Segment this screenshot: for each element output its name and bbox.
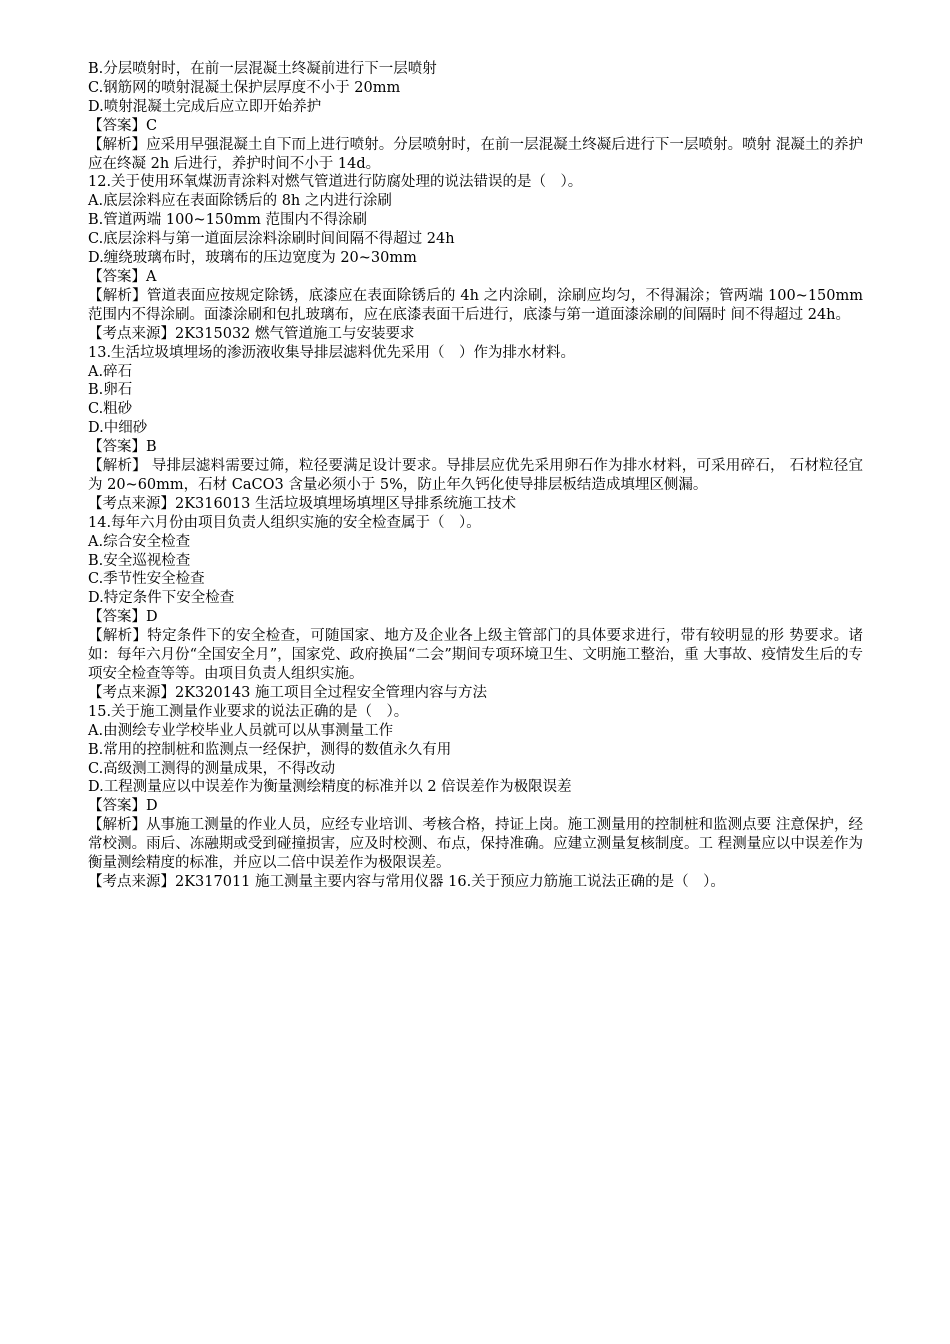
source-15-and-question-16: 【考点来源】2K317011 施工测量主要内容与常用仪器 16.关于预应力筋施工说法正确的是（ ）。 — [88, 873, 725, 890]
option-14d: D.特定条件下安全检查 — [88, 590, 235, 607]
option-15b: B.常用的控制桩和监测点一经保护，测得的数值永久有用 — [88, 741, 452, 758]
question-12: 12.关于使用环氧煤沥青涂料对燃气管道进行防腐处理的说法错误的是（ ）。 — [88, 174, 583, 191]
answer-14: 【答案】D — [88, 609, 158, 626]
option-12b: B.管道两端 100~150mm 范围内不得涂刷 — [88, 212, 367, 229]
document-page — [88, 60, 863, 892]
source-14: 【考点来源】2K320143 施工项目全过程安全管理内容与方法 — [88, 684, 488, 701]
option-12a: A.底层涂料应在表面除锈后的 8h 之内进行涂刷 — [88, 193, 392, 210]
option-12d: D.缠绕玻璃布时，玻璃布的压边宽度为 20~30mm — [88, 250, 417, 267]
option-12c: C.底层涂料与第一道面层涂料涂刷时间间隔不得超过 24h — [88, 231, 455, 248]
answer-15: 【答案】D — [88, 798, 158, 815]
option-15d: D.工程测量应以中误差作为衡量测绘精度的标准并以 2 倍误差作为极限误差 — [88, 779, 572, 796]
option-11c: C.钢筋网的喷射混凝土保护层厚度不小于 20mm — [88, 79, 401, 96]
option-13c: C.粗砂 — [88, 401, 133, 418]
option-15c: C.高级测工测得的测量成果，不得改动 — [88, 760, 336, 777]
answer-13: 【答案】B — [88, 439, 157, 456]
source-13: 【考点来源】2K316013 生活垃圾填埋场填埋区导排系统施工技术 — [88, 495, 517, 512]
analysis-15: 【解析】从事施工测量的作业人员，应经专业培训、考核合格，持证上岗。施工测量用的控制桩和监测点要 注意保护，经常校测。雨后、冻融期或受到碰撞损害，应及时校测、布点，保持准确。应建立测量复核制度。工 程测量应以中误差作为衡量测绘精度的标准，并应以二倍中误差作为极限误差。 — [88, 817, 863, 872]
analysis-11: 【解析】应采用早强混凝土自下而上进行喷射。分层喷射时，在前一层混凝土终凝后进行下一层喷射。喷射 混凝土的养护应在终凝 2h 后进行，养护时间不小于 14d。 — [88, 136, 863, 172]
option-14b: B.安全巡视检查 — [88, 552, 191, 569]
option-11d: D.喷射混凝土完成后应立即开始养护 — [88, 98, 322, 115]
analysis-14: 【解析】特定条件下的安全检查，可随国家、地方及企业各上级主管部门的具体要求进行，带有较明显的形 势要求。诸如：每年六月份“全国安全月”，国家党、政府换届“二会”期间专项环境卫生、文明施工整治，重 大事故、疫情发生后的专项安全检查等等。由项目负责人组织实施。 — [88, 628, 863, 682]
option-14c: C.季节性安全检查 — [88, 571, 205, 588]
question-15: 15.关于施工测量作业要求的说法正确的是（ ）。 — [88, 703, 409, 720]
option-11b: B.分层喷射时，在前一层混凝土终凝前进行下一层喷射 — [88, 61, 437, 77]
answer-11: 【答案】C — [88, 117, 158, 134]
analysis-13: 【解析】 导排层滤料需要过筛，粒径要满足设计要求。导排层应优先采用卵石作为排水材料，可采用碎石， 石材粒径宜为 20~60mm，石材 CaCO3 含量必须小于 5%，防止年久钙化使导排层板结造成填埋区侧漏。 — [88, 458, 863, 493]
answer-12: 【答案】A — [88, 268, 157, 285]
option-13b: B.卵石 — [88, 382, 133, 399]
question-13: 13.生活垃圾填埋场的渗沥液收集导排层滤料优先采用（ ）作为排水材料。 — [88, 344, 576, 361]
option-13a: A.碎石 — [88, 363, 133, 380]
source-12: 【考点来源】2K315032 燃气管道施工与安装要求 — [88, 325, 415, 342]
option-14a: A.综合安全检查 — [88, 533, 191, 550]
option-15a: A.由测绘专业学校毕业人员就可以从事测量工作 — [88, 722, 394, 739]
option-13d: D.中细砂 — [88, 420, 148, 437]
question-14: 14.每年六月份由项目负责人组织实施的安全检查属于（ ）。 — [88, 514, 481, 531]
analysis-12: 【解析】管道表面应按规定除锈，底漆应在表面除锈后的 4h 之内涂刷，涂刷应均匀，不得漏涂；管两端 100~150mm 范围内不得涂刷。面漆涂刷和包扎玻璃布，应在底漆表面干后进行，底漆与第一道面漆涂刷的间隔时 间不得超过 24h。 — [88, 287, 863, 323]
